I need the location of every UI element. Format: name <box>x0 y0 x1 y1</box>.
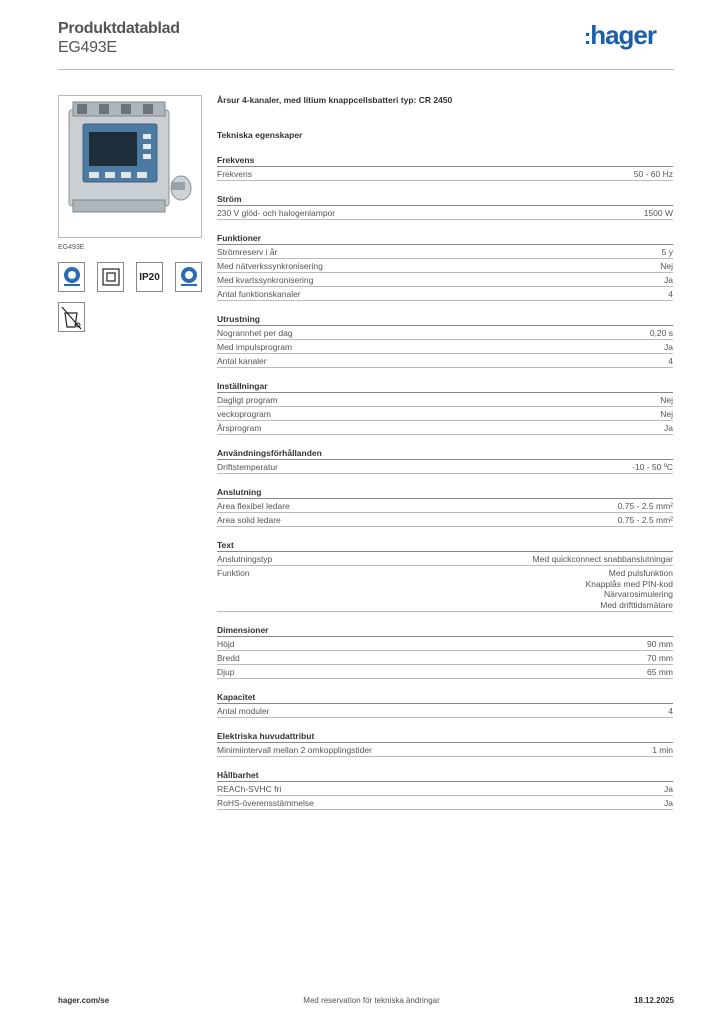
spec-row <box>217 637 673 651</box>
spec-value-line: Ja <box>664 275 673 285</box>
section-title: Hållbarhet <box>217 770 673 782</box>
spec-row <box>217 782 673 796</box>
spec-row <box>217 393 673 407</box>
product-image <box>58 95 202 238</box>
spec-value <box>664 423 673 434</box>
spec-value <box>660 409 673 420</box>
spec-label: Anslutningstyp <box>217 554 273 564</box>
spec-value <box>650 328 673 339</box>
footer-disclaimer: Med reservation för tekniska ändringar <box>303 996 440 1005</box>
spec-label: Antal moduler <box>217 705 270 716</box>
spec-row <box>217 354 673 368</box>
spec-label: Höjd <box>217 638 235 649</box>
spec-value <box>618 501 673 512</box>
quickconnect-icon <box>175 262 202 292</box>
spec-value <box>647 653 673 664</box>
spec-row <box>217 704 673 718</box>
spec-value <box>668 356 673 367</box>
spec-label: veckoprogram <box>217 409 271 419</box>
spec-value <box>647 639 673 650</box>
spec-label: Area solid ledare <box>217 515 281 525</box>
spec-value-line: 1500 W <box>643 208 673 218</box>
spec-label: Driftstemperatur <box>217 462 278 472</box>
spec-value <box>668 289 673 300</box>
spec-row <box>217 796 673 810</box>
spec-row <box>217 273 673 287</box>
brand-logo: :hager <box>583 20 656 50</box>
spec-value <box>664 784 673 795</box>
double-insulation-icon <box>97 262 124 292</box>
spec-value <box>632 462 673 473</box>
spec-label: Antal kanaler <box>217 356 267 366</box>
spec-row <box>217 499 673 513</box>
spec-value-line: Knapplås med PIN-kod <box>585 578 673 589</box>
spec-label: REACh-SVHC fri <box>217 783 282 794</box>
section-title: Utrustning <box>217 314 673 326</box>
section-title: Text <box>217 540 673 552</box>
spec-label: Med nätverkssynkronisering <box>217 261 323 271</box>
section-title: Funktioner <box>217 233 673 245</box>
page-footer <box>58 996 674 1005</box>
spec-row <box>217 651 673 665</box>
spec-label: Bredd <box>217 652 240 663</box>
spec-row <box>217 407 673 421</box>
spec-value-line: Med pulsfunktion <box>608 568 673 578</box>
logo-text: hager <box>590 20 656 50</box>
footer-url[interactable]: hager.com/se <box>58 996 110 1005</box>
spec-value-line: 0.75 - 2.5 mm² <box>617 501 673 511</box>
spec-value-line: 90 mm <box>647 638 673 649</box>
spec-value-line: 65 mm <box>647 666 673 677</box>
spec-value-line: Med drifttidsmätare <box>600 600 673 611</box>
spec-label: Med kvartssynkronisering <box>217 275 314 285</box>
tech-specs-heading: Tekniska egenskaper <box>217 130 303 140</box>
spec-label: Nogrannhet per dag <box>217 328 293 338</box>
spec-row <box>217 326 673 340</box>
spec-label: Djup <box>217 666 235 677</box>
spec-value <box>644 208 673 219</box>
spec-section <box>217 155 673 181</box>
spec-value-line: 0.75 - 2.5 mm² <box>617 515 673 525</box>
certification-badges <box>58 262 202 292</box>
section-title: Frekvens <box>217 155 673 167</box>
section-title: Ström <box>217 194 673 206</box>
spec-section <box>217 692 673 718</box>
document-title: Produktdatablad <box>58 20 180 37</box>
no-disposal-icon <box>58 302 85 332</box>
spec-value <box>668 706 673 717</box>
spec-value <box>660 395 673 406</box>
spec-section <box>217 540 673 612</box>
spec-row <box>217 287 673 301</box>
spec-value <box>647 667 673 678</box>
page-header <box>58 20 674 70</box>
spec-value-line: Nej <box>660 261 673 271</box>
spec-value-line: 5 y <box>661 247 673 257</box>
spec-label: Med impulsprogram <box>217 342 293 352</box>
spec-section <box>217 194 673 220</box>
image-caption: EG493E <box>58 244 85 251</box>
spec-value-line: 4 <box>668 289 673 299</box>
spec-row <box>217 259 673 273</box>
spec-value <box>586 568 673 611</box>
spec-label: Dagligt program <box>217 395 278 405</box>
spec-value-line: Ja <box>664 783 673 794</box>
spec-row <box>217 513 673 527</box>
spec-label: RoHS-överensstämmelse <box>217 797 314 808</box>
section-title: Elektriska huvudattribut <box>217 731 673 743</box>
spec-section <box>217 314 673 368</box>
spec-value <box>618 515 673 526</box>
spec-row <box>217 167 673 181</box>
spec-label: Årsprogram <box>217 423 262 433</box>
spec-section <box>217 770 673 810</box>
quickconnect-icon <box>58 262 85 292</box>
spec-value <box>660 261 673 272</box>
header-divider <box>58 69 674 70</box>
product-description: Årsur 4-kanaler, med litium knappcellsbatteri typ: CR 2450 <box>217 95 453 105</box>
spec-value-line: 4 <box>668 356 673 366</box>
section-title: Anslutning <box>217 487 673 499</box>
section-title: Kapacitet <box>217 692 673 704</box>
spec-label: Area flexibel ledare <box>217 501 290 511</box>
footer-date: 18.12.2025 <box>633 996 674 1005</box>
product-code: EG493E <box>58 39 117 56</box>
spec-section <box>217 448 673 474</box>
spec-value-line: Nej <box>660 409 673 419</box>
spec-label: Minimiintervall mellan 2 omkopplingstider <box>217 744 372 755</box>
spec-value-line: 1 min <box>652 744 673 755</box>
spec-section <box>217 625 673 679</box>
spec-label: Funktion <box>217 568 250 578</box>
spec-content <box>217 95 673 810</box>
spec-value <box>664 798 673 809</box>
spec-row <box>217 566 673 612</box>
spec-label: Strömreserv i år <box>217 247 278 257</box>
spec-value-line: -10 - 50 ºC <box>632 462 673 472</box>
spec-label: 230 V glöd- och halogenlampor <box>217 208 336 218</box>
spec-row <box>217 743 673 757</box>
section-title: Dimensioner <box>217 625 673 637</box>
spec-row <box>217 665 673 679</box>
spec-value <box>533 554 673 565</box>
spec-value-line: 0,20 s <box>649 328 673 338</box>
spec-label: Frekvens <box>217 169 252 179</box>
spec-value-line: 4 <box>668 705 673 716</box>
spec-section <box>217 233 673 301</box>
spec-row <box>217 206 673 220</box>
spec-value <box>634 169 673 180</box>
spec-value-line: 50 - 60 Hz <box>633 169 673 179</box>
spec-value-line: Nej <box>660 395 673 405</box>
spec-value-line: Med quickconnect snabbanslutningar <box>532 554 673 564</box>
spec-value <box>662 247 673 258</box>
spec-section <box>217 731 673 757</box>
spec-value <box>664 342 673 353</box>
spec-label: Antal funktionskanaler <box>217 289 301 299</box>
spec-section <box>217 381 673 435</box>
spec-value-line: Ja <box>664 797 673 808</box>
section-title: Inställningar <box>217 381 673 393</box>
spec-value-line: 70 mm <box>647 652 673 663</box>
spec-row <box>217 340 673 354</box>
spec-row <box>217 421 673 435</box>
spec-value-line: Ja <box>664 423 673 433</box>
spec-sections <box>217 155 673 810</box>
ip-rating-icon: IP20 <box>136 262 163 292</box>
spec-row <box>217 552 673 566</box>
spec-section <box>217 487 673 527</box>
spec-row <box>217 245 673 259</box>
spec-value-line: Ja <box>664 342 673 352</box>
spec-value <box>652 745 673 756</box>
spec-value <box>664 275 673 286</box>
spec-row <box>217 460 673 474</box>
section-title: Användningsförhållanden <box>217 448 673 460</box>
spec-value-line: Närvarosimulering <box>604 589 673 600</box>
